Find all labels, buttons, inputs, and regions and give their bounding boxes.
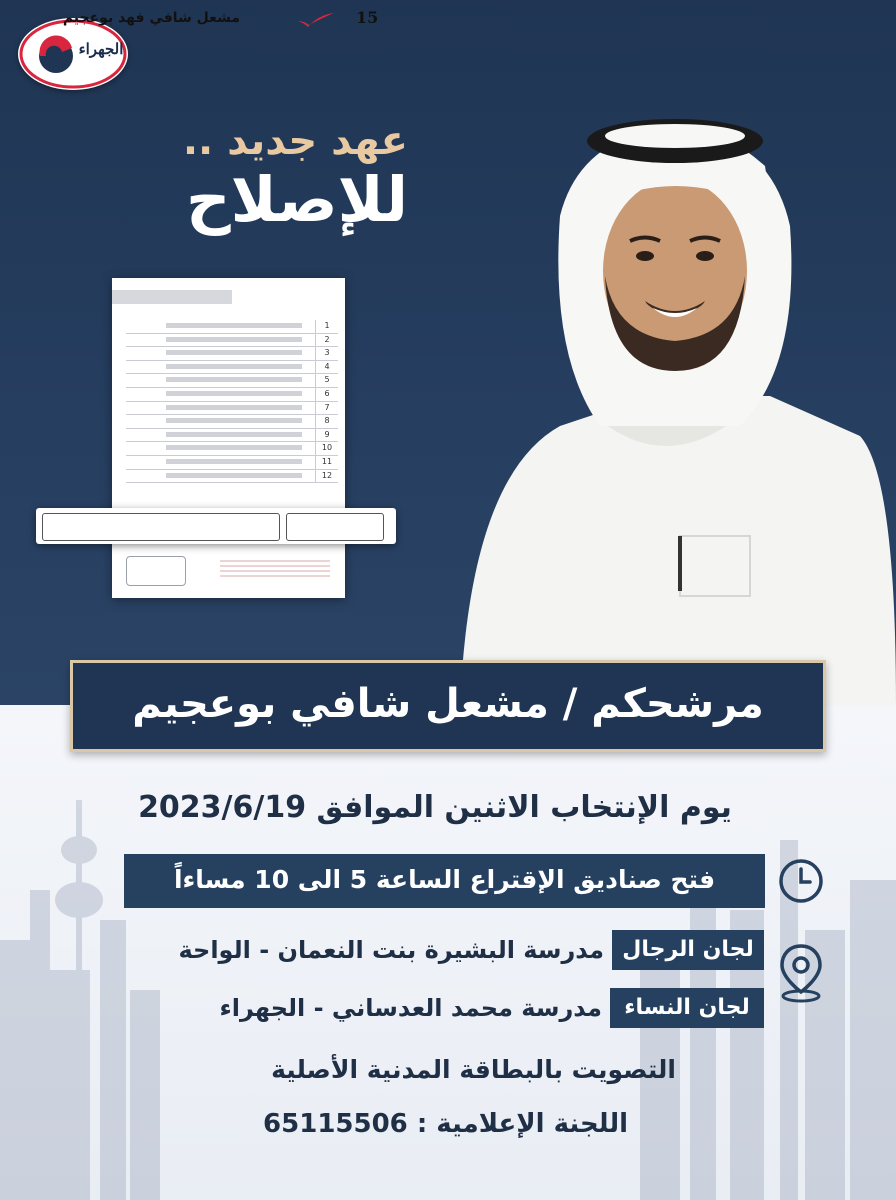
ballot-row: 3 <box>126 347 338 361</box>
clock-icon <box>776 856 826 906</box>
check-icon <box>296 11 336 29</box>
ballot-row: 5 <box>126 374 338 388</box>
candidate-name-banner <box>70 660 826 752</box>
candidate-photo <box>440 96 896 706</box>
ballot-row: 4 <box>126 361 338 375</box>
men-committee-location: مدرسة البشيرة بنت النعمان - الواحة <box>178 936 604 964</box>
election-date: يوم الإنتخاب الاثنين الموافق 2023/6/19 <box>138 790 732 825</box>
ballot-row: 8 <box>126 415 338 429</box>
candidate-number: 15 <box>356 8 379 27</box>
ballot-notes <box>220 560 330 580</box>
media-committee-contact: اللجنة الإعلامية : 65115506 <box>263 1109 628 1139</box>
ballot-row: 10 <box>126 442 338 456</box>
ballot-rows <box>126 320 338 483</box>
candidate-name-box <box>42 513 280 541</box>
women-committee-location: مدرسة محمد العدساني - الجهراء <box>219 994 602 1022</box>
voting-hours-bar <box>124 854 765 908</box>
ballot-row: 11 <box>126 456 338 470</box>
civil-id-note: التصويت بالبطاقة المدنية الأصلية <box>271 1055 676 1084</box>
voting-hours-text: فتح صناديق الإقتراع الساعة 5 الى 10 مساءاً <box>173 865 716 894</box>
ballot-row: 12 <box>126 470 338 484</box>
ballot-row: 7 <box>126 402 338 416</box>
ballot-stamp-box <box>126 556 186 586</box>
ballot-header <box>112 290 232 304</box>
logo-text: الجهراء <box>78 40 124 58</box>
slogan <box>118 118 408 248</box>
selected-candidate-strip <box>36 508 396 544</box>
ballot-row: 9 <box>126 429 338 443</box>
club-logo <box>18 18 128 90</box>
men-committee-label: لجان الرجال <box>612 930 764 970</box>
banner-text: مرشحكم / مشعل شافي بوعجيم <box>132 681 764 727</box>
candidate-name: مشعل شافي فهد بوعجيم <box>62 10 240 26</box>
slogan-line-2: للإصلاح <box>185 163 408 236</box>
ballot-row: 2 <box>126 334 338 348</box>
location-pin-icon <box>776 940 826 1004</box>
ballot-row: 1 <box>126 320 338 334</box>
check-box <box>286 513 384 541</box>
ballot-row: 6 <box>126 388 338 402</box>
slogan-line-1: عهد جديد .. <box>182 118 408 164</box>
women-committee-label: لجان النساء <box>610 988 764 1028</box>
